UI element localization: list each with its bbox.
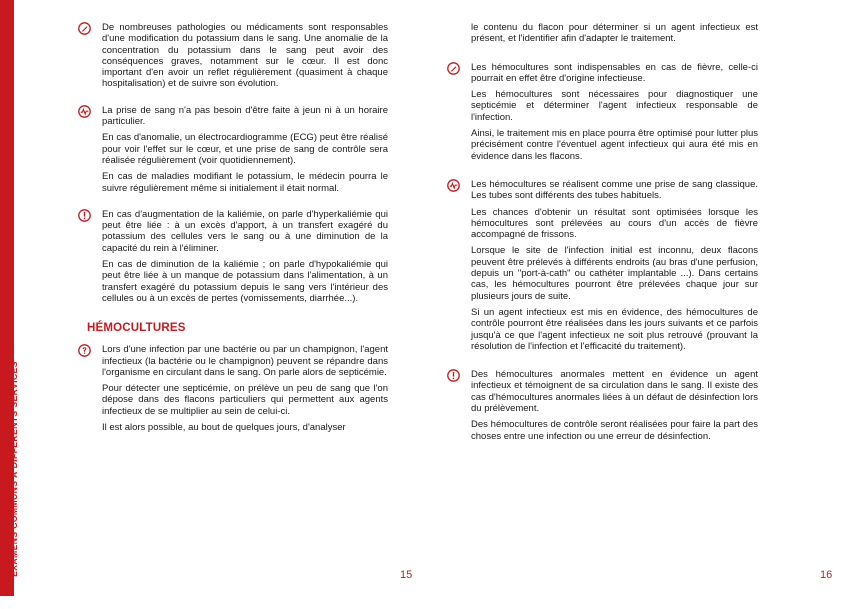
page-number-left: 15 xyxy=(400,569,413,581)
paragraph: le contenu du flacon pour déterminer si un agent infectieux est présent, et l'identifier afin d'adapter le traitement. xyxy=(471,22,758,45)
pulse-icon xyxy=(447,179,460,192)
pencil-icon xyxy=(447,62,460,75)
paragraph: Pour détecter une septicémie, on prélève un peu de sang que l'on dépose dans des flacons particuliers qui permettent aux agents infectieux de se multiplier au sein de celui-ci. xyxy=(102,383,388,417)
paragraph: Les hémocultures sont nécessaires pour diagnostiquer une septicémie et déterminer l'agent infectieux responsable de l'infection. xyxy=(471,89,758,123)
paragraph: Des hémocultures de contrôle seront réalisées pour faire la part des choses entre une infection ou une erreur de désinfection. xyxy=(471,419,758,442)
content-block xyxy=(102,22,388,90)
paragraph: En cas d'augmentation de la kaliémie, on parle d'hyperkaliémie qui peut être liée : à un excès d'apport, à un transfert exagéré du potassium des cellules vers le sang ou à une diminution de la capacité du rein à l'éliminer. xyxy=(102,208,388,254)
content-block xyxy=(102,209,388,304)
warning-icon xyxy=(78,209,91,222)
page-number-right: 16 xyxy=(820,569,833,581)
question-icon xyxy=(78,344,91,357)
paragraph: Les hémocultures sont indispensables en cas de fièvre, celle-ci pourrait en effet être d'origine infectieuse. xyxy=(471,61,758,84)
content-block xyxy=(471,62,758,162)
content-block xyxy=(471,179,758,352)
paragraph: Les chances d'obtenir un résultat sont optimisées lorsque les hémocultures sont prélevées au cours d'un accès de fièvre accompagné de frissons. xyxy=(471,206,758,241)
content-block xyxy=(102,344,388,433)
warning-icon xyxy=(447,369,460,382)
left-column xyxy=(87,22,388,438)
paragraph: Il est alors possible, au bout de quelques jours, d'analyser xyxy=(102,422,346,434)
section-title: HÉMOCULTURES xyxy=(87,322,186,335)
spine-label: EXAMENS COMMUNS À DIFFÉRENTS SERVICES xyxy=(9,361,19,577)
paragraph: En cas de diminution de la kaliémie ; on parle d'hypokaliémie qui peut être liée à un manque de potassium dans l'alimentation, à un transfert exagéré du potassium depuis le sang vers l'intérieur des cellules ou à un excès de pertes (vomissements, diarrhée...). xyxy=(102,259,388,304)
paragraph: Des hémocultures anormales mettent en évidence un agent infectieux et témoignent de sa circulation dans le sang. Il existe des cas d'hémocultures anormales liées à un défaut de désinfection lors du prélèvement. xyxy=(471,369,758,415)
right-column xyxy=(471,22,758,447)
paragraph: Si un agent infectieux est mis en évidence, des hémocultures de contrôle pourront être réalisées dans les jours suivants et ce parfois jusqu'à ce que l'agent infectieux ne soit plus retrouvé (prouvant la résolution de l'infection et l'efficacité du traitement). xyxy=(471,306,758,352)
paragraph: Ainsi, le traitement mis en place pourra être optimisé pour lutter plus précisément contre l'éventuel agent infectieux qui aura été mis en évidence dans les flacons. xyxy=(471,128,758,162)
pencil-icon xyxy=(78,22,91,35)
paragraph: Lorsque le site de l'infection initial est inconnu, deux flacons peuvent être prélevés à différents endroits (au bras d'une perfusion, depuis un "port-à-cath" ou cathéter implantable ...). Dans certains cas, les hémocultures pourront être prélevées chaque jour sur plusieurs jours de suite. xyxy=(471,245,758,302)
paragraph: En cas de maladies modifiant le potassium, le médecin pourra le suivre régulièrement même si initialement il était normal. xyxy=(102,171,388,194)
paragraph: La prise de sang n'a pas besoin d'être faite à jeun ni à un horaire particulier. xyxy=(102,104,388,128)
paragraph: De nombreuses pathologies ou médicaments sont responsables d'une modification du potassium dans le sang. Une anomalie de la concentration du potassium dans le sang peut avoir des conséquences graves, notamment sur le cœur. Il est donc important d'en avoir un reflet régulièrement (quasiment à chaque hospitalisation) et de suivre son évolution. xyxy=(102,22,388,90)
pulse-icon xyxy=(78,105,91,118)
paragraph: En cas d'anomalie, un électrocardiogramme (ECG) peut être réalisé pour voir l'effet sur le cœur, et une prise de sang de contrôle sera réalisée régulièrement (voir quotidiennement). xyxy=(102,132,388,166)
paragraph: Les hémocultures se réalisent comme une prise de sang classique. Les tubes sont différents des tubes habituels. xyxy=(471,178,758,202)
paragraph: Lors d'une infection par une bactérie ou par un champignon, l'agent infectieux (la bactérie ou le champignon) peuvent se répandre dans l'organisme en circulant dans le sang. On parle alors de septicémie. xyxy=(102,344,388,378)
content-block xyxy=(471,369,758,442)
content-block xyxy=(102,105,388,194)
